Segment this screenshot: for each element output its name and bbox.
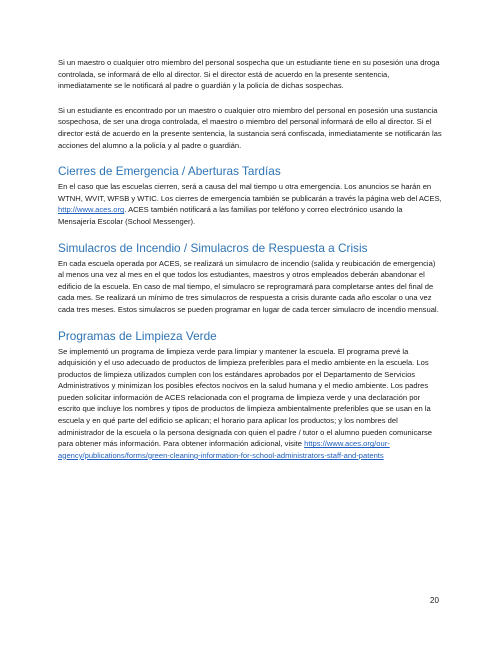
heading-emergency-closures: Cierres de Emergencia / Aberturas Tardías	[58, 164, 281, 179]
page-number: 20	[430, 596, 439, 605]
green-cleaning-text: Se implementó un programa de limpieza verde para limpiar y mantener la escuela. El programa prevé la adquisición y el uso adecuado de productos de limpieza preferibles para el medio ambiente en la escuela. Los productos de limpieza utilizados cumplen con los estándares aprobados por el Departamento de Servicios Administrativos y minimizan los posibles efectos nocivos en la salud humana y el medio ambiente. Los padres pueden solicitar información de ACES relacionada con el programa de limpieza verde y una declaración por escrito que incluye los nombres y tipos de productos de limpieza ambientalmente preferibles que se usan en la escuela y en qué parte del edificio se aplican; el horario para aplicar los productos; y los nombres del administrador de la escuela o la persona designada con quien el padre / tutor o el alumno pueden comunicarse para obtener más información. Para obtener información adicional, visite	[58, 346, 433, 449]
closures-text-after: . ACES también notificará a las familias por teléfono y correo electrónico usando la Mensajería Escolar (School Messenger).	[58, 205, 403, 226]
heading-green-cleaning: Programas de Limpieza Verde	[58, 328, 217, 343]
paragraph-emergency-closures	[58, 181, 442, 227]
document-body	[58, 57, 442, 474]
paragraph-drug-suspicion: Si un maestro o cualquier otro miembro del personal sospecha que un estudiante tiene en su posesión una droga controlada, se informará de ello al director. Si el director está de acuerdo en la presente sentencia, inmediatamente se le notificará al padre o guardián y la policía de dichas sospechas.	[58, 58, 440, 91]
paragraph-fire-drills: En cada escuela operada por ACES, se realizará un simulacro de incendio (salida y reubicación de emergencia) al menos una vez al mes en el que todos los estudiantes, maestros y otros empleados deberán abandonar el edificio de la escuela. En caso de mal tiempo, el simulacro se reprogramará para completarse antes del final de cada mes. Se realizará un mínimo de tres simulacros de respuesta a crisis durante cada año escolar o una vez cada tres meses. Estos simulacros se pueden programar en lugar de cada tercer simulacro de incendio mensual.	[58, 258, 439, 314]
closures-text-before: En el caso que las escuelas cierren, será a causa del mal tiempo u otra emergencia. Los anuncios se harán en WTNH, WVIT, WFSB y WTIC. Los cierres de emergencia también se publicarán a través la página web del ACES,	[58, 182, 442, 203]
paragraph-substance-found: Si un estudiante es encontrado por un maestro o cualquier otro miembro del personal en posesión una sustancia sospechosa, de ser una droga controlada, el maestro o miembro del personal informará de ello al director. Si el director está de acuerdo en la presente sentencia, la sustancia será confiscada, inmediatamente se notificarán las acciones del alumno a la policía y al padre o guardián.	[58, 105, 442, 150]
aces-website-link[interactable]: http://www.aces.org	[58, 205, 125, 215]
green-cleaning-link[interactable]: https://www.aces.org/our-agency/publications/forms/green-cleaning-information-for-school-administrators-staff-and-patents	[58, 439, 390, 460]
heading-fire-drills: Simulacros de Incendio / Simulacros de Respuesta a Crisis	[58, 240, 368, 255]
paragraph-green-cleaning	[58, 346, 442, 462]
